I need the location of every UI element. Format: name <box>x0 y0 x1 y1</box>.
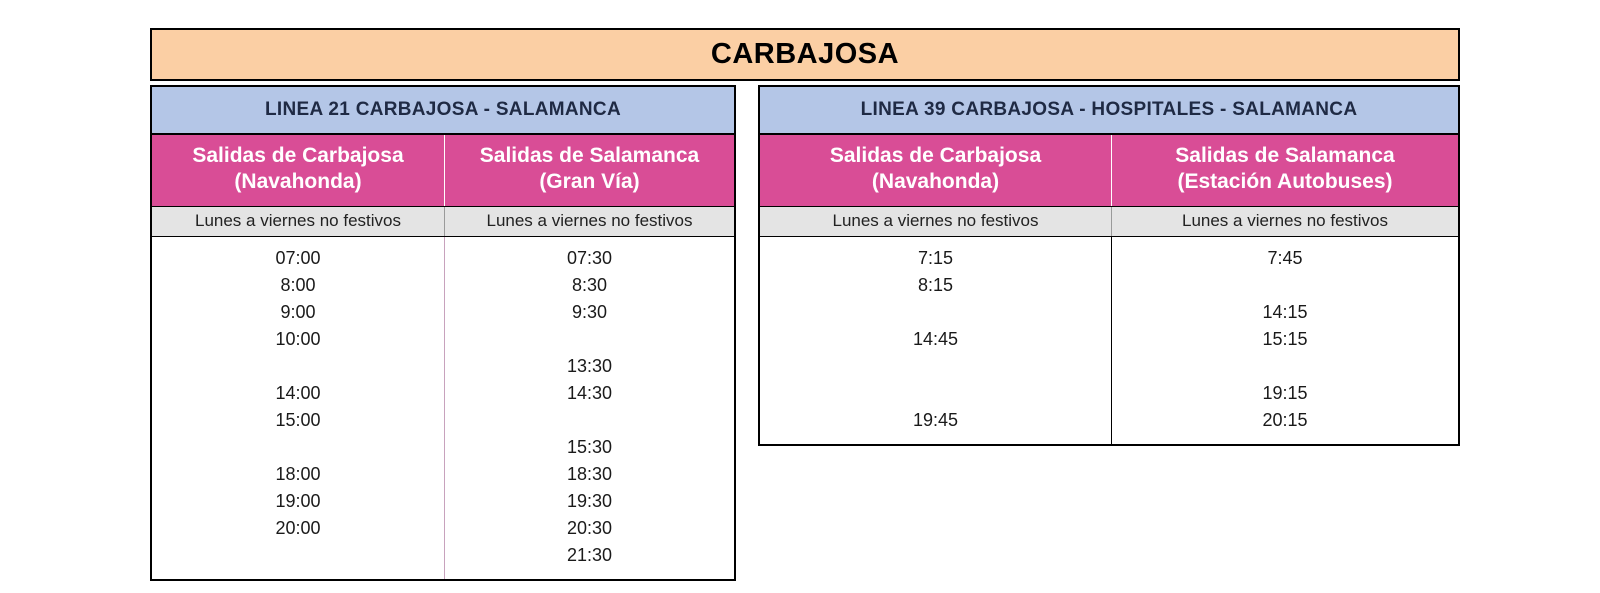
line-header-39 <box>760 87 1458 135</box>
times-row-21 <box>152 237 734 579</box>
dep-header-salamanca-39-sub: (Estación Autobuses) <box>1177 170 1393 194</box>
time-cell: 18:30 <box>566 463 613 484</box>
dep-header-carbajosa-39 <box>760 135 1111 206</box>
time-cell: 13:30 <box>566 355 613 376</box>
timetables-row <box>150 85 1460 581</box>
timetable-linea-21 <box>150 85 736 581</box>
timetable-page <box>150 28 1460 581</box>
timetable-linea-39 <box>758 85 1460 446</box>
times-col-salamanca-39 <box>1111 237 1458 444</box>
time-cell: 9:00 <box>280 301 316 322</box>
time-cell: 8:30 <box>571 274 608 295</box>
times-row-39 <box>760 237 1458 444</box>
title-banner <box>150 28 1460 81</box>
time-cell: 14:30 <box>566 382 613 403</box>
time-cell: 19:30 <box>566 490 613 511</box>
line-header-21 <box>152 87 734 135</box>
page-title: CARBAJOSA <box>710 38 900 70</box>
time-cell: 15:30 <box>566 436 613 457</box>
departure-headers-21 <box>152 135 734 207</box>
time-cell <box>760 380 1111 407</box>
dep-header-carbajosa-21-sub: (Navahonda) <box>234 170 362 194</box>
line-header-39-label: LINEA 39 CARBAJOSA - HOSPITALES - SALAMANCA <box>860 99 1358 120</box>
time-cell <box>152 542 444 569</box>
time-cell: 9:30 <box>571 301 608 322</box>
times-col-carbajosa-39 <box>760 237 1111 444</box>
time-cell: 20:30 <box>566 517 613 538</box>
time-cell <box>760 353 1111 380</box>
dep-header-salamanca-21-sub: (Gran Vía) <box>539 170 640 194</box>
time-cell <box>152 434 444 461</box>
time-cell <box>445 326 734 353</box>
time-cell: 19:00 <box>275 490 321 511</box>
time-cell: 15:15 <box>1262 328 1308 349</box>
time-cell: 8:15 <box>917 274 954 295</box>
day-header-salamanca-39: Lunes a viernes no festivos <box>1111 207 1458 236</box>
day-header-salamanca-21: Lunes a viernes no festivos <box>444 207 734 236</box>
dep-header-carbajosa-39-sub: (Navahonda) <box>871 170 1000 194</box>
time-cell: 14:00 <box>275 382 321 403</box>
time-cell: 14:45 <box>912 328 959 349</box>
dep-header-salamanca-21-main: Salidas de Salamanca <box>479 144 700 167</box>
time-cell: 07:00 <box>275 247 321 268</box>
time-cell: 14:15 <box>1262 301 1308 322</box>
day-header-carbajosa-39: Lunes a viernes no festivos <box>760 207 1111 236</box>
dep-header-carbajosa-39-main: Salidas de Carbajosa <box>829 144 1042 167</box>
time-cell <box>445 407 734 434</box>
time-cell: 15:00 <box>275 409 321 430</box>
time-cell: 20:15 <box>1262 409 1308 430</box>
time-cell: 19:45 <box>912 409 959 430</box>
day-headers-39 <box>760 207 1458 237</box>
times-col-salamanca-21 <box>444 237 734 579</box>
dep-header-carbajosa-21 <box>152 135 444 206</box>
time-cell: 18:00 <box>275 463 321 484</box>
dep-header-salamanca-39-main: Salidas de Salamanca <box>1175 144 1395 167</box>
time-cell: 21:30 <box>566 544 613 565</box>
time-cell: 7:15 <box>917 247 954 268</box>
day-headers-21 <box>152 207 734 237</box>
time-cell: 10:00 <box>275 328 321 349</box>
times-col-carbajosa-21 <box>152 237 444 579</box>
dep-header-salamanca-39 <box>1111 135 1458 206</box>
time-cell <box>1112 353 1458 380</box>
time-cell: 8:00 <box>280 274 316 295</box>
departure-headers-39 <box>760 135 1458 207</box>
day-header-carbajosa-21: Lunes a viernes no festivos <box>152 207 444 236</box>
time-cell <box>152 353 444 380</box>
time-cell <box>1112 272 1458 299</box>
line-header-21-label: LINEA 21 CARBAJOSA - SALAMANCA <box>265 99 621 120</box>
time-cell: 07:30 <box>566 247 613 268</box>
time-cell: 7:45 <box>1267 247 1303 268</box>
time-cell <box>760 299 1111 326</box>
dep-header-salamanca-21 <box>444 135 734 206</box>
dep-header-carbajosa-21-main: Salidas de Carbajosa <box>192 144 404 167</box>
time-cell: 20:00 <box>275 517 321 538</box>
time-cell: 19:15 <box>1262 382 1308 403</box>
